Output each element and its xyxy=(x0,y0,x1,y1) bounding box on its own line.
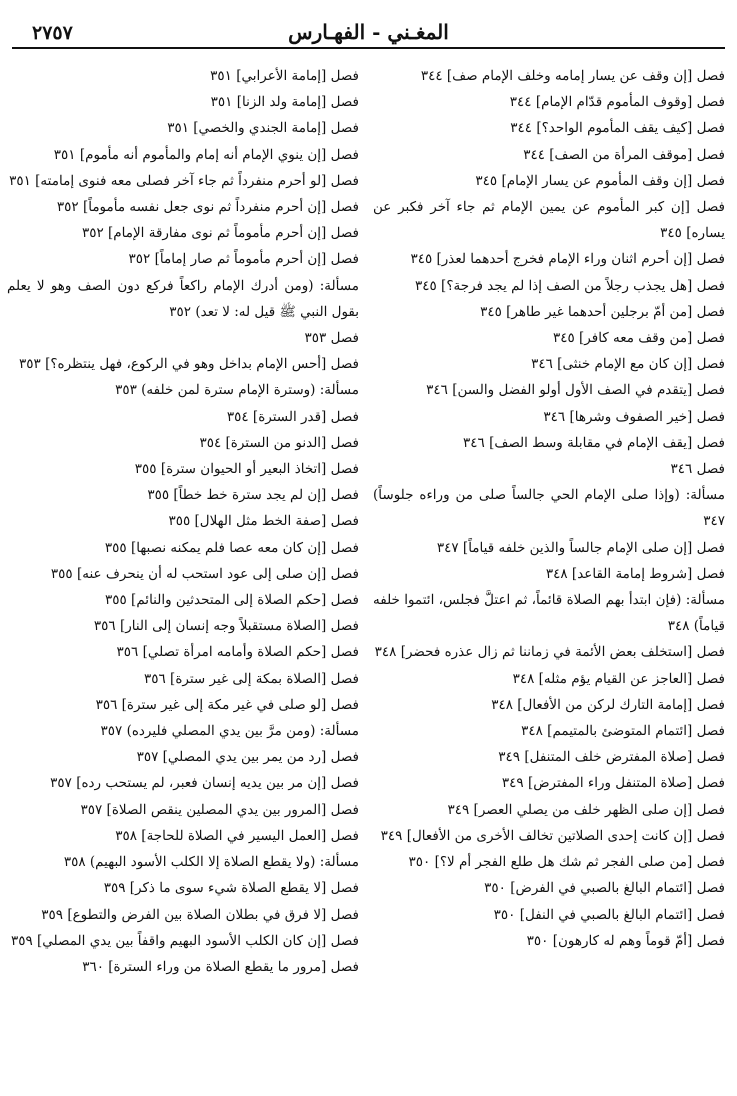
index-entry: فصل [صلاة المفترض خلف المتنفل] ٣٤٩ xyxy=(498,749,725,766)
index-entry: فصل [إن كان مع الإمام خنثى] ٣٤٦ xyxy=(531,356,725,373)
index-entry: فصل [استخلف بعض الأئمة في زماننا ثم زال عذره فحضر] ٣٤٨ xyxy=(374,644,725,661)
index-entry: فصل [إن كان معه عصا فلم يمكنه نصبها] ٣٥٥ xyxy=(104,539,359,556)
index-entry: فصل [هل يجذب رجلاً من الصف إذا لم يجد فرجة؟] ٣٤٥ xyxy=(415,277,725,294)
index-entry: فصل [إن وقف عن يسار إمامه وخلف الإمام صف] ٣٤٤ xyxy=(420,68,725,84)
index-entry: فصل [صفة الخط مثل الهلال] ٣٥٥ xyxy=(168,513,359,530)
index-entry: مسألة: (وإذا صلى الإمام الحي جالساً صلى من وراءه جلوساً) ٣٤٧ xyxy=(373,487,725,530)
index-entry: مسألة: (فإن ابتدأ بهم الصلاة قائماً، ثم اعتلَّ فجلس، ائتموا خلفه قياماً) ٣٤٨ xyxy=(373,592,725,635)
index-entry: فصل [الصلاة مستقبلاً وجه إنسان إلى النار] ٣٥٦ xyxy=(93,618,359,635)
index-column-left xyxy=(7,63,359,980)
index-entry: فصل ٣٤٦ xyxy=(670,461,725,478)
index-entry: فصل [إن ينوي الإمام أنه إمام والمأموم أنه مأموم] ٣٥١ xyxy=(53,146,359,163)
index-entry: فصل [رد من يمر بين يدي المصلي] ٣٥٧ xyxy=(136,749,359,766)
index-entry: مسألة: (ولا يقطع الصلاة إلا الكلب الأسود البهيم) ٣٥٨ xyxy=(63,854,359,871)
index-entry: فصل [شروط إمامة القاعد] ٣٤٨ xyxy=(545,565,725,582)
index-entry: فصل [إمامة التارك لركن من الأفعال] ٣٤٨ xyxy=(491,696,725,713)
index-entry: فصل ٣٥٣ xyxy=(304,330,359,347)
index-entry: فصل [لو صلى في غير مكة إلى غير سترة] ٣٥٦ xyxy=(95,696,359,713)
index-entry: فصل [العمل اليسير في الصلاة للحاجة] ٣٥٨ xyxy=(115,827,359,844)
index-entry: فصل [إن صلى الإمام جالساً والذين خلفه قياماً] ٣٤٧ xyxy=(436,539,725,556)
index-entry: فصل [حكم الصلاة إلى المتحدثين والنائم] ٣٥٥ xyxy=(105,592,359,609)
index-entry: فصل [لو أحرم منفرداً ثم جاء آخر فصلى معه فنوى إمامته] ٣٥١ xyxy=(9,172,359,189)
index-entry: فصل [صلاة المتنفل وراء المفترض] ٣٤٩ xyxy=(501,775,725,792)
index-column-right xyxy=(373,63,725,954)
index-entry: فصل [خير الصفوف وشرها] ٣٤٦ xyxy=(543,408,725,425)
index-entry: فصل [يتقدم في الصف الأول أولو الفضل والسن] ٣٤٦ xyxy=(426,382,725,399)
index-entry: فصل [إن مر بين يديه إنسان فعبر، لم يستحب رده] ٣٥٧ xyxy=(50,775,359,792)
page-header xyxy=(12,18,725,48)
index-entry: فصل [لا فرق في بطلان الصلاة بين الفرض والتطوع] ٣٥٩ xyxy=(41,906,359,923)
index-entry: فصل [وقوف المأموم قدّام الإمام] ٣٤٤ xyxy=(509,94,725,111)
index-entry: مسألة: (وسترة الإمام سترة لمن خلفه) ٣٥٣ xyxy=(115,382,359,399)
index-entry: فصل [اتخاذ البعير أو الحيوان سترة] ٣٥٥ xyxy=(134,461,359,478)
index-entry: فصل [إن أحرم مأموماً ثم نوى مفارقة الإمام] ٣٥٢ xyxy=(81,225,359,242)
index-entry: فصل [من أمّ برجلين أحدهما غير طاهر] ٣٤٥ xyxy=(480,303,725,320)
index-entry: فصل [الدنو من السترة] ٣٥٤ xyxy=(199,434,359,451)
index-entry: فصل [من صلى الفجر ثم شك هل طلع الفجر أم لا؟] ٣٥٠ xyxy=(408,854,725,871)
index-entry: فصل [إن صلى إلى عود استحب له أن ينحرف عنه] ٣٥٥ xyxy=(50,565,359,582)
index-entry: فصل [قدر السترة] ٣٥٤ xyxy=(226,408,359,425)
index-entry: فصل [حكم الصلاة وأمامه امرأة تصلي] ٣٥٦ xyxy=(116,644,359,661)
running-title: المغـني - الفهـارس xyxy=(288,20,449,44)
index-entry: فصل [الصلاة بمكة إلى غير سترة] ٣٥٦ xyxy=(144,670,359,687)
index-entry: فصل [إن أحرم مأموماً ثم صار إماماً] ٣٥٢ xyxy=(128,251,359,268)
index-entry: فصل [إن أحرم اثنان وراء الإمام فخرج أحدهما لعذر] ٣٤٥ xyxy=(410,251,725,268)
index-entry: فصل [إن أحرم منفرداً ثم نوى جعل نفسه مأموماً] ٣٥٢ xyxy=(56,199,359,216)
index-entry: فصل [إن صلى الظهر خلف من يصلي العصر] ٣٤٩ xyxy=(447,801,725,818)
index-entry: فصل [كيف يقف المأموم الواحد؟] ٣٤٤ xyxy=(510,120,725,137)
index-entry: فصل [ائتمام البالغ بالصبي في النفل] ٣٥٠ xyxy=(493,906,725,923)
index-entry: فصل [المرور بين يدي المصلين ينقص الصلاة] ٣٥٧ xyxy=(80,801,359,818)
index-entry: فصل [لا يقطع الصلاة شيء سوى ما ذكر] ٣٥٩ xyxy=(103,880,359,897)
index-entry: فصل [إن وقف المأموم عن يسار الإمام] ٣٤٥ xyxy=(475,172,725,189)
page-number: ٢٧٥٧ xyxy=(32,22,73,44)
index-entry: مسألة: (ومن مرَّ بين يدي المصلي فليرده) ٣٥٧ xyxy=(100,723,359,740)
index-entry: فصل [إن كبر المأموم عن يمين الإمام ثم جاء آخر فكبر عن يساره] ٣٤٥ xyxy=(373,199,725,242)
index-entry: مسألة: (ومن أدرك الإمام راكعاً فركع دون الصف وهو لا يعلم بقول النبي ﷺ قيل له: لا تعد) ٣٥٢ xyxy=(7,277,359,320)
index-entry: فصل [موقف المرأة من الصف] ٣٤٤ xyxy=(523,146,725,163)
index-entry: فصل [ائتمام المتوضئ بالمتيمم] ٣٤٨ xyxy=(521,723,725,740)
index-entry: فصل [إمامة الجندي والخصي] ٣٥١ xyxy=(167,120,359,137)
index-entry: فصل [أمّ قوماً وهم له كارهون] ٣٥٠ xyxy=(526,932,725,949)
index-entry: فصل [العاجز عن القيام يؤم مثله] ٣٤٨ xyxy=(512,670,725,687)
index-entry: فصل [مرور ما يقطع الصلاة من وراء السترة] ٣٦٠ xyxy=(82,958,359,975)
index-entry: فصل [إمامة ولد الزنا] ٣٥١ xyxy=(210,94,359,111)
header-rule xyxy=(12,47,725,49)
index-entry: فصل [إن كان الكلب الأسود البهيم واقفاً بين يدي المصلي] ٣٥٩ xyxy=(10,932,359,949)
index-entry: فصل [إمامة الأعرابي] ٣٥١ xyxy=(210,68,359,84)
index-entry: فصل [من وقف معه كافر] ٣٤٥ xyxy=(552,330,725,347)
index-entry: فصل [يقف الإمام في مقابلة وسط الصف] ٣٤٦ xyxy=(463,434,725,451)
index-entry: فصل [ائتمام البالغ بالصبي في الفرض] ٣٥٠ xyxy=(484,880,725,897)
index-entry: فصل [أحس الإمام بداخل وهو في الركوع، فهل ينتظره؟] ٣٥٣ xyxy=(19,356,359,373)
index-entry: فصل [إن لم يجد سترة خط خطاً] ٣٥٥ xyxy=(147,487,359,504)
index-entry: فصل [إن كانت إحدى الصلاتين تخالف الأخرى من الأفعال] ٣٤٩ xyxy=(380,827,725,844)
